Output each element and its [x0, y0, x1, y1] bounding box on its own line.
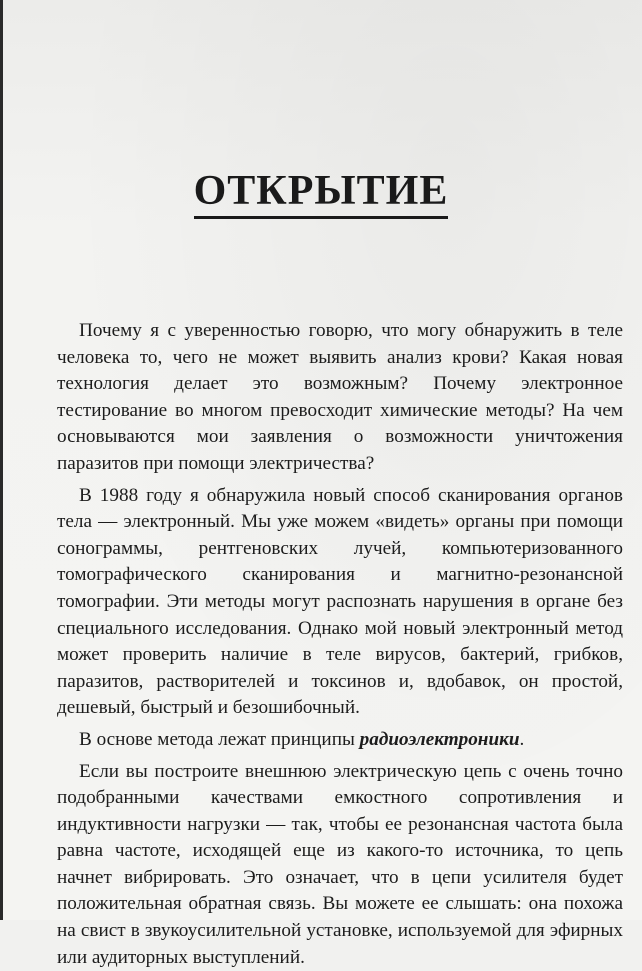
paragraph-4: Если вы построите внешнюю электрическую цепь с очень точно подобранными качествами емкостного сопротивления и индуктивности нагрузки — так, чтобы ее резонансная частота была равна частоте, исходящей еще из какого-то источника, то цепь начнет вибрировать. Это означает, что в цепи усилителя будет положительная обратная связь. Вы можете ее слышать: она похожа на свист в звукоусилительной установке, используемой для эфирных или аудиторных выступлений. — [57, 759, 623, 971]
paragraph-3-emphasis: радиоэлектроники — [360, 729, 520, 750]
paragraph-1: Почему я с уверенностью говорю, что могу обнаружить в теле человека то, чего не может выявить анализ крови? Какая новая технология делает это возможным? Почему электронное тестирование во многом превосходит химические методы? На чем основываются мои заявления о возможности уничтожения паразитов при помощи электричества? — [57, 318, 623, 478]
paragraph-3-end: . — [520, 729, 525, 750]
chapter-title — [0, 170, 642, 219]
chapter-title-text: ОТКРЫТИЕ — [194, 170, 449, 219]
chapter-body — [57, 318, 623, 971]
paragraph-3-text: В основе метода лежат принципы — [79, 729, 360, 750]
paragraph-2: В 1988 году я обнаружила новый способ сканирования органов тела — электронный. Мы уже можем «видеть» органы при помощи сонограммы, рентгеновских лучей, компьютеризованного томографического сканирования и магнитно-резонансной томографии. Эти методы могут распознать нарушения в органе без специального исследования. Однако мой новый электронный метод может проверить наличие в теле вирусов, бактерий, грибков, паразитов, растворителей и токсинов и, вдобавок, он простой, дешевый, быстрый и безошибочный. — [57, 483, 623, 722]
page-edge-shadow — [0, 0, 3, 920]
paragraph-3 — [57, 727, 623, 754]
